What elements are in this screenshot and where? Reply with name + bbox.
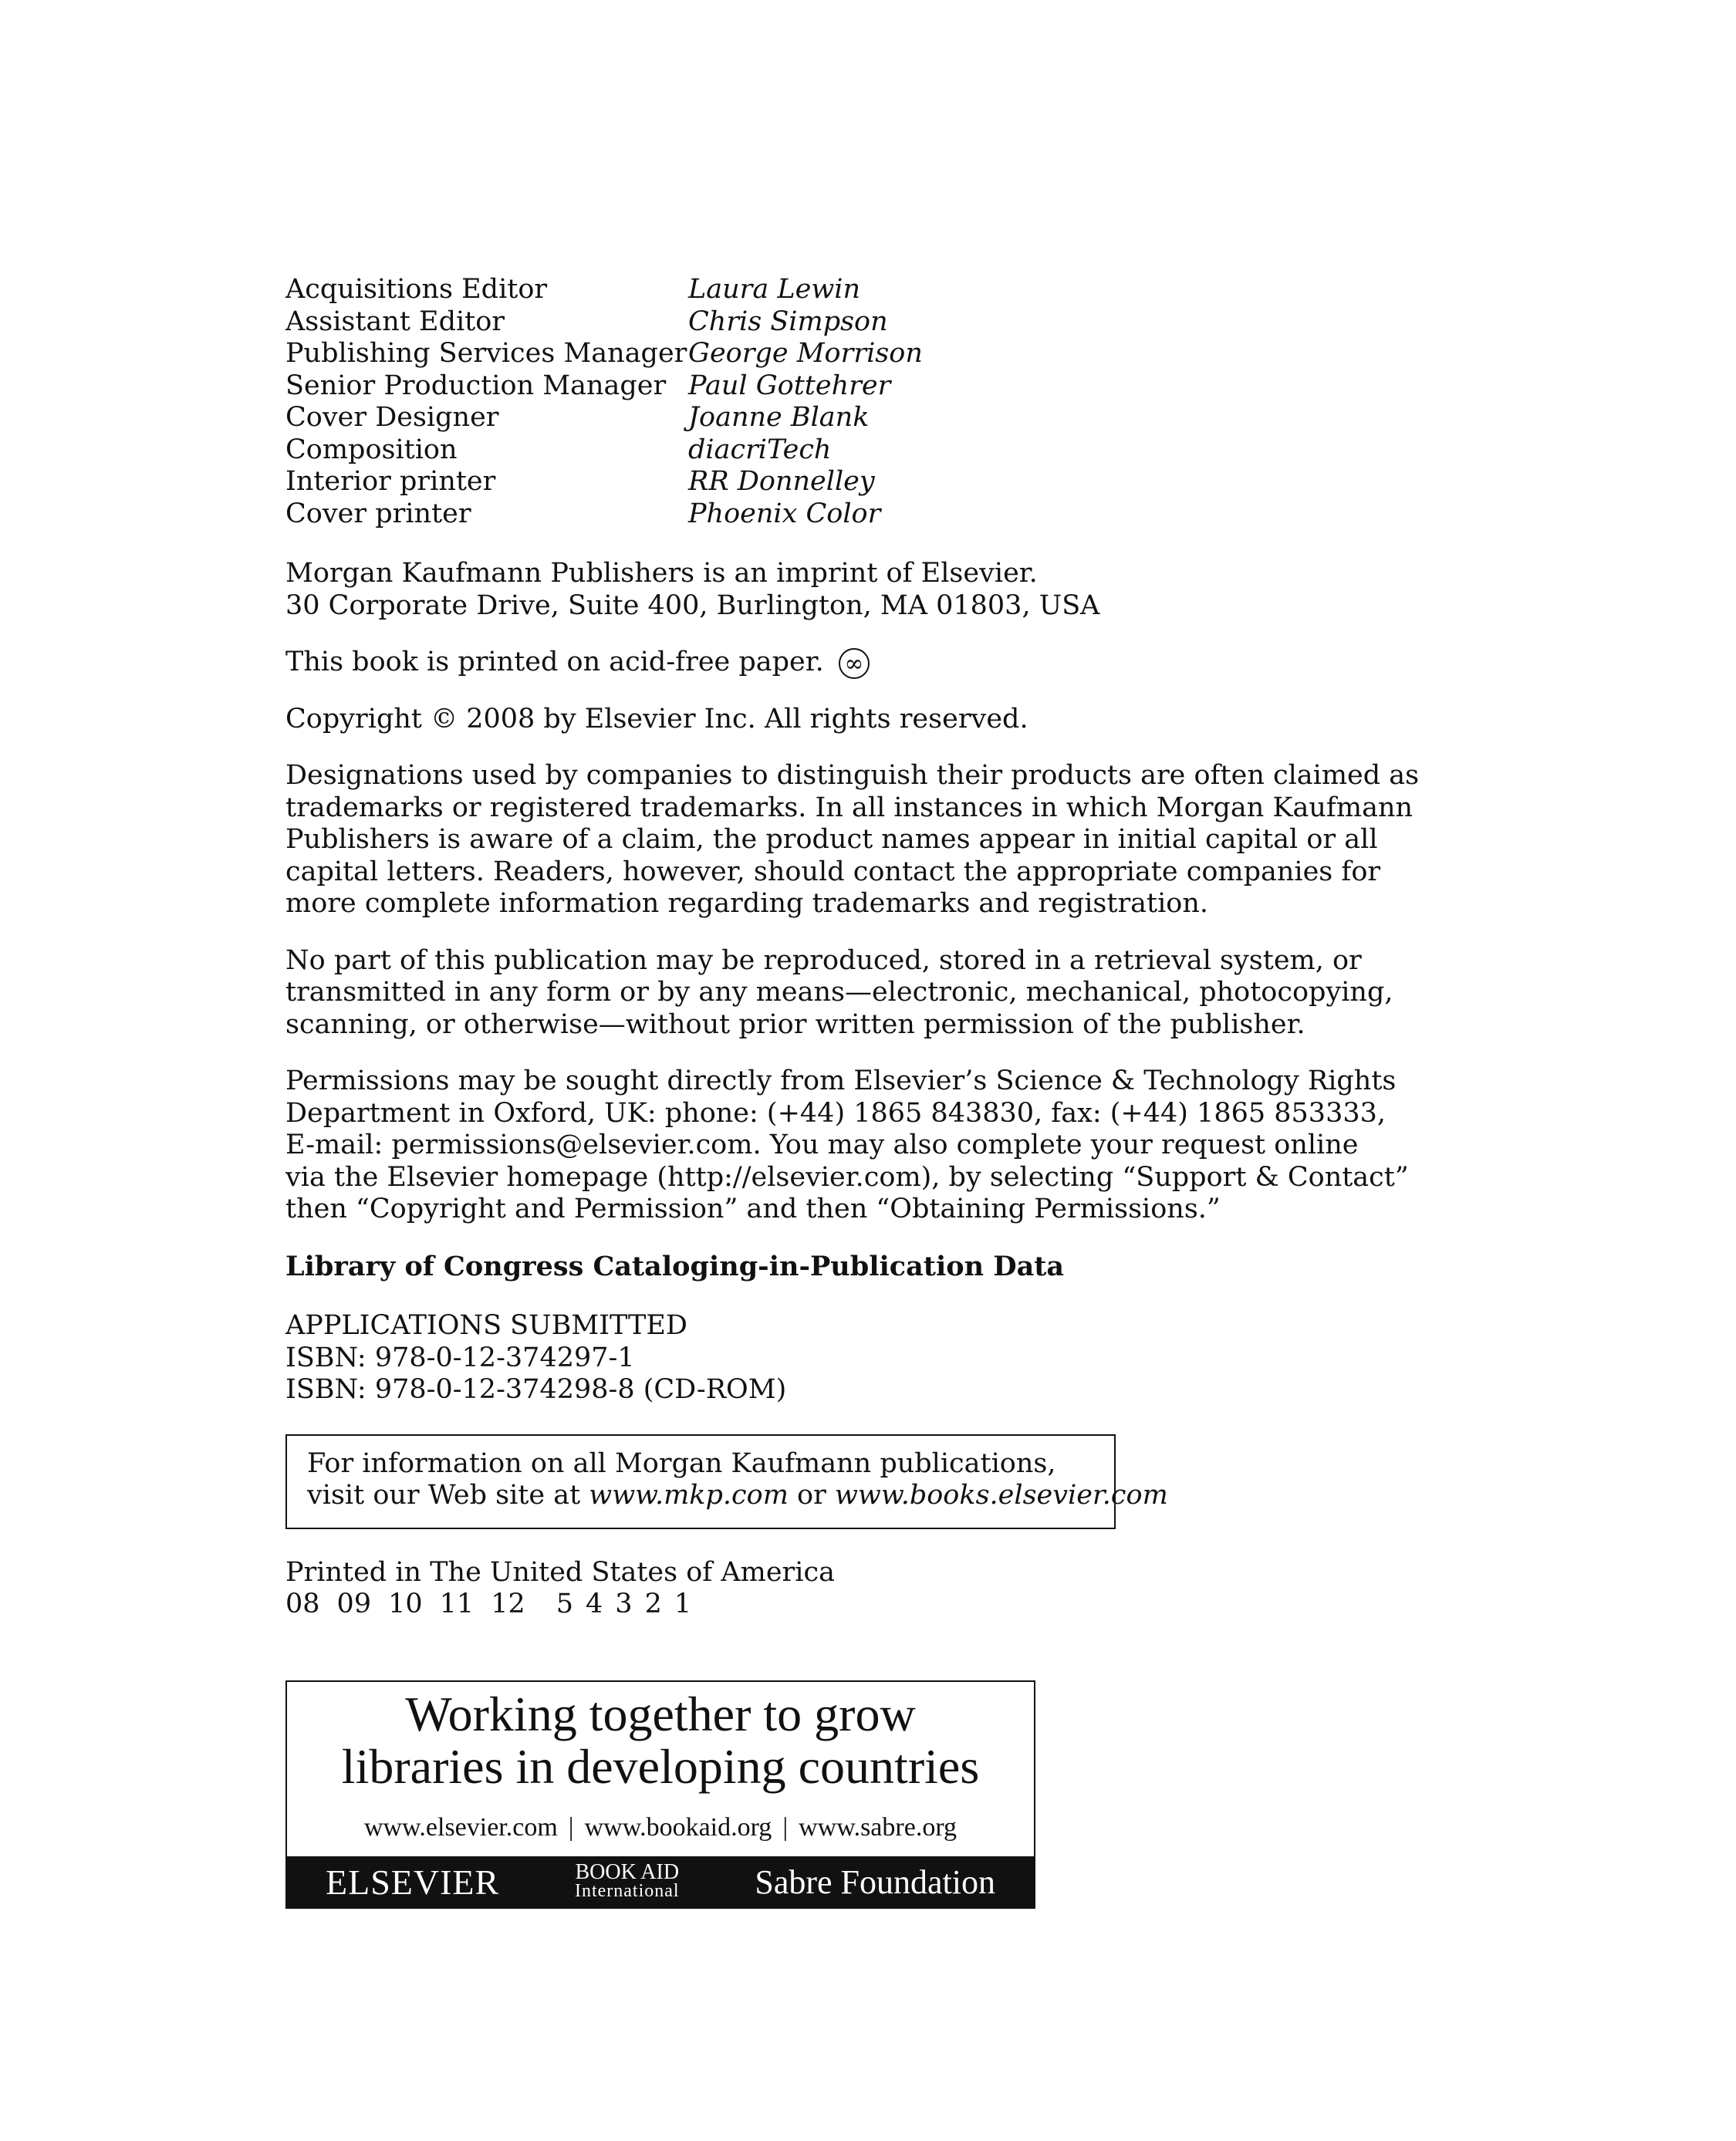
print-year: 08 <box>285 1589 320 1619</box>
credit-name: Phoenix Color <box>688 498 881 529</box>
banner-links <box>287 1813 1034 1842</box>
paragraph-line: scanning, or otherwise—without prior written permission of the publisher. <box>285 1008 1305 1040</box>
credit-role: Composition <box>285 434 458 465</box>
paragraph-line: Department in Oxford, UK: phone: (+44) 1865 843830, fax: (+44) 1865 853333, <box>285 1097 1386 1129</box>
paragraph-line: Publishers is aware of a claim, the product names appear in initial capital or all <box>285 824 1378 855</box>
impression-number: 5 <box>556 1589 574 1619</box>
paragraph-line: Permissions may be sought directly from Elsevier’s Science & Technology Rights <box>285 1065 1397 1096</box>
info-box-prefix: visit our Web site at <box>307 1480 589 1511</box>
sabre-link[interactable]: www.sabre.org <box>799 1813 958 1842</box>
cataloging-data <box>285 1310 1412 1407</box>
credit-role: Interior printer <box>285 466 496 497</box>
slogan-line: Working together to grow <box>405 1687 916 1741</box>
permissions-paragraph <box>285 1065 1412 1226</box>
bookaid-link[interactable]: www.bookaid.org <box>584 1813 772 1842</box>
impression-number: 4 <box>586 1589 603 1619</box>
print-year: 10 <box>388 1589 423 1619</box>
credits-list <box>285 274 1412 530</box>
acid-free-paper-note <box>285 647 1412 679</box>
elsevier-logo: ELSEVIER <box>326 1862 500 1902</box>
info-box-connector: or <box>788 1480 835 1511</box>
credit-role: Assistant Editor <box>285 306 505 337</box>
banner-slogan <box>287 1688 1034 1793</box>
isbn-line: ISBN: 978-0-12-374297-1 <box>285 1342 635 1373</box>
paragraph-line: transmitted in any form or by any means—electronic, mechanical, photocopying, <box>285 977 1393 1008</box>
impression-number: 3 <box>615 1589 633 1619</box>
impression-number: 2 <box>644 1589 662 1619</box>
info-box-line: For information on all Morgan Kaufmann publications, <box>307 1447 1056 1479</box>
library-cataloging-heading: Library of Congress Cataloging-in-Publication Data <box>285 1250 1065 1282</box>
paragraph-line: E-mail: permissions@elsevier.com. You may also complete your request online <box>285 1130 1359 1160</box>
credit-name: RR Donnelley <box>688 466 875 497</box>
imprint-line: Morgan Kaufmann Publishers is an imprint of Elsevier. <box>285 558 1038 589</box>
banner-logo-strip <box>287 1856 1034 1907</box>
designations-paragraph <box>285 760 1420 920</box>
credit-name: Paul Gottehrer <box>688 370 891 401</box>
publications-info-box <box>285 1434 1168 1529</box>
elsevier-link[interactable]: www.elsevier.com <box>363 1813 558 1842</box>
address-line: 30 Corporate Drive, Suite 400, Burlington, MA 01803, USA <box>285 589 1100 621</box>
paragraph-line: trademarks or registered trademarks. In all instances in which Morgan Kaufmann <box>285 792 1413 823</box>
copyright-page <box>285 274 1420 1621</box>
credit-name: George Morrison <box>688 338 923 369</box>
publisher-info <box>285 558 1412 622</box>
cataloging-line: APPLICATIONS SUBMITTED <box>285 1310 687 1341</box>
reproduction-paragraph <box>285 945 1412 1042</box>
info-box-line <box>307 1480 1168 1512</box>
paragraph-line: Designations used by companies to distinguish their products are often claimed as <box>285 760 1420 791</box>
acid-free-text: This book is printed on acid-free paper. <box>285 647 824 677</box>
sabre-foundation-logo: Sabre Foundation <box>755 1862 995 1901</box>
print-year: 12 <box>491 1589 525 1619</box>
credit-name: diacriTech <box>688 434 832 465</box>
book-aid-logo <box>574 1860 680 1901</box>
paragraph-line: more complete information regarding trademarks and registration. <box>285 888 1209 919</box>
impression-number: 1 <box>674 1589 692 1619</box>
print-year: 11 <box>439 1589 475 1619</box>
printing-info <box>285 1557 1412 1621</box>
credit-name: Joanne Blank <box>688 402 870 433</box>
infinity-icon: ∞ <box>839 648 870 679</box>
copyright-line: Copyright © 2008 by Elsevier Inc. All rights reserved. <box>285 703 1028 734</box>
credit-role: Acquisitions Editor <box>285 274 548 305</box>
link-separator: | <box>568 1813 574 1842</box>
paragraph-line: then “Copyright and Permission” and then “Obtaining Permissions.” <box>285 1194 1221 1224</box>
credit-role: Cover printer <box>285 498 471 529</box>
slogan-line: libraries in developing countries <box>341 1739 980 1794</box>
book-aid-banner <box>285 1680 1035 1909</box>
book-aid-logo-subtitle: International <box>574 1881 680 1901</box>
paragraph-line: via the Elsevier homepage (http://elsevier.com), by selecting “Support & Contact” <box>285 1161 1409 1193</box>
credit-role: Senior Production Manager <box>285 370 667 401</box>
mkp-website-link[interactable]: www.mkp.com <box>589 1480 789 1511</box>
print-number-line <box>285 1589 1412 1621</box>
print-year: 09 <box>336 1589 372 1619</box>
isbn-line: ISBN: 978-0-12-374298-8 (CD-ROM) <box>285 1374 787 1405</box>
credit-name: Laura Lewin <box>688 274 861 305</box>
paragraph-line: No part of this publication may be reproduced, stored in a retrieval system, or <box>285 944 1362 976</box>
printed-in-line: Printed in The United States of America <box>285 1556 835 1588</box>
link-separator: | <box>782 1813 789 1842</box>
credit-role: Publishing Services Manager <box>285 338 687 369</box>
book-aid-logo-title: BOOK AID <box>575 1860 680 1884</box>
paragraph-line: capital letters. Readers, however, should contact the appropriate companies for <box>285 856 1381 887</box>
elsevier-books-website-link[interactable]: www.books.elsevier.com <box>834 1480 1168 1511</box>
credit-role: Cover Designer <box>285 402 499 433</box>
credit-name: Chris Simpson <box>688 306 888 337</box>
